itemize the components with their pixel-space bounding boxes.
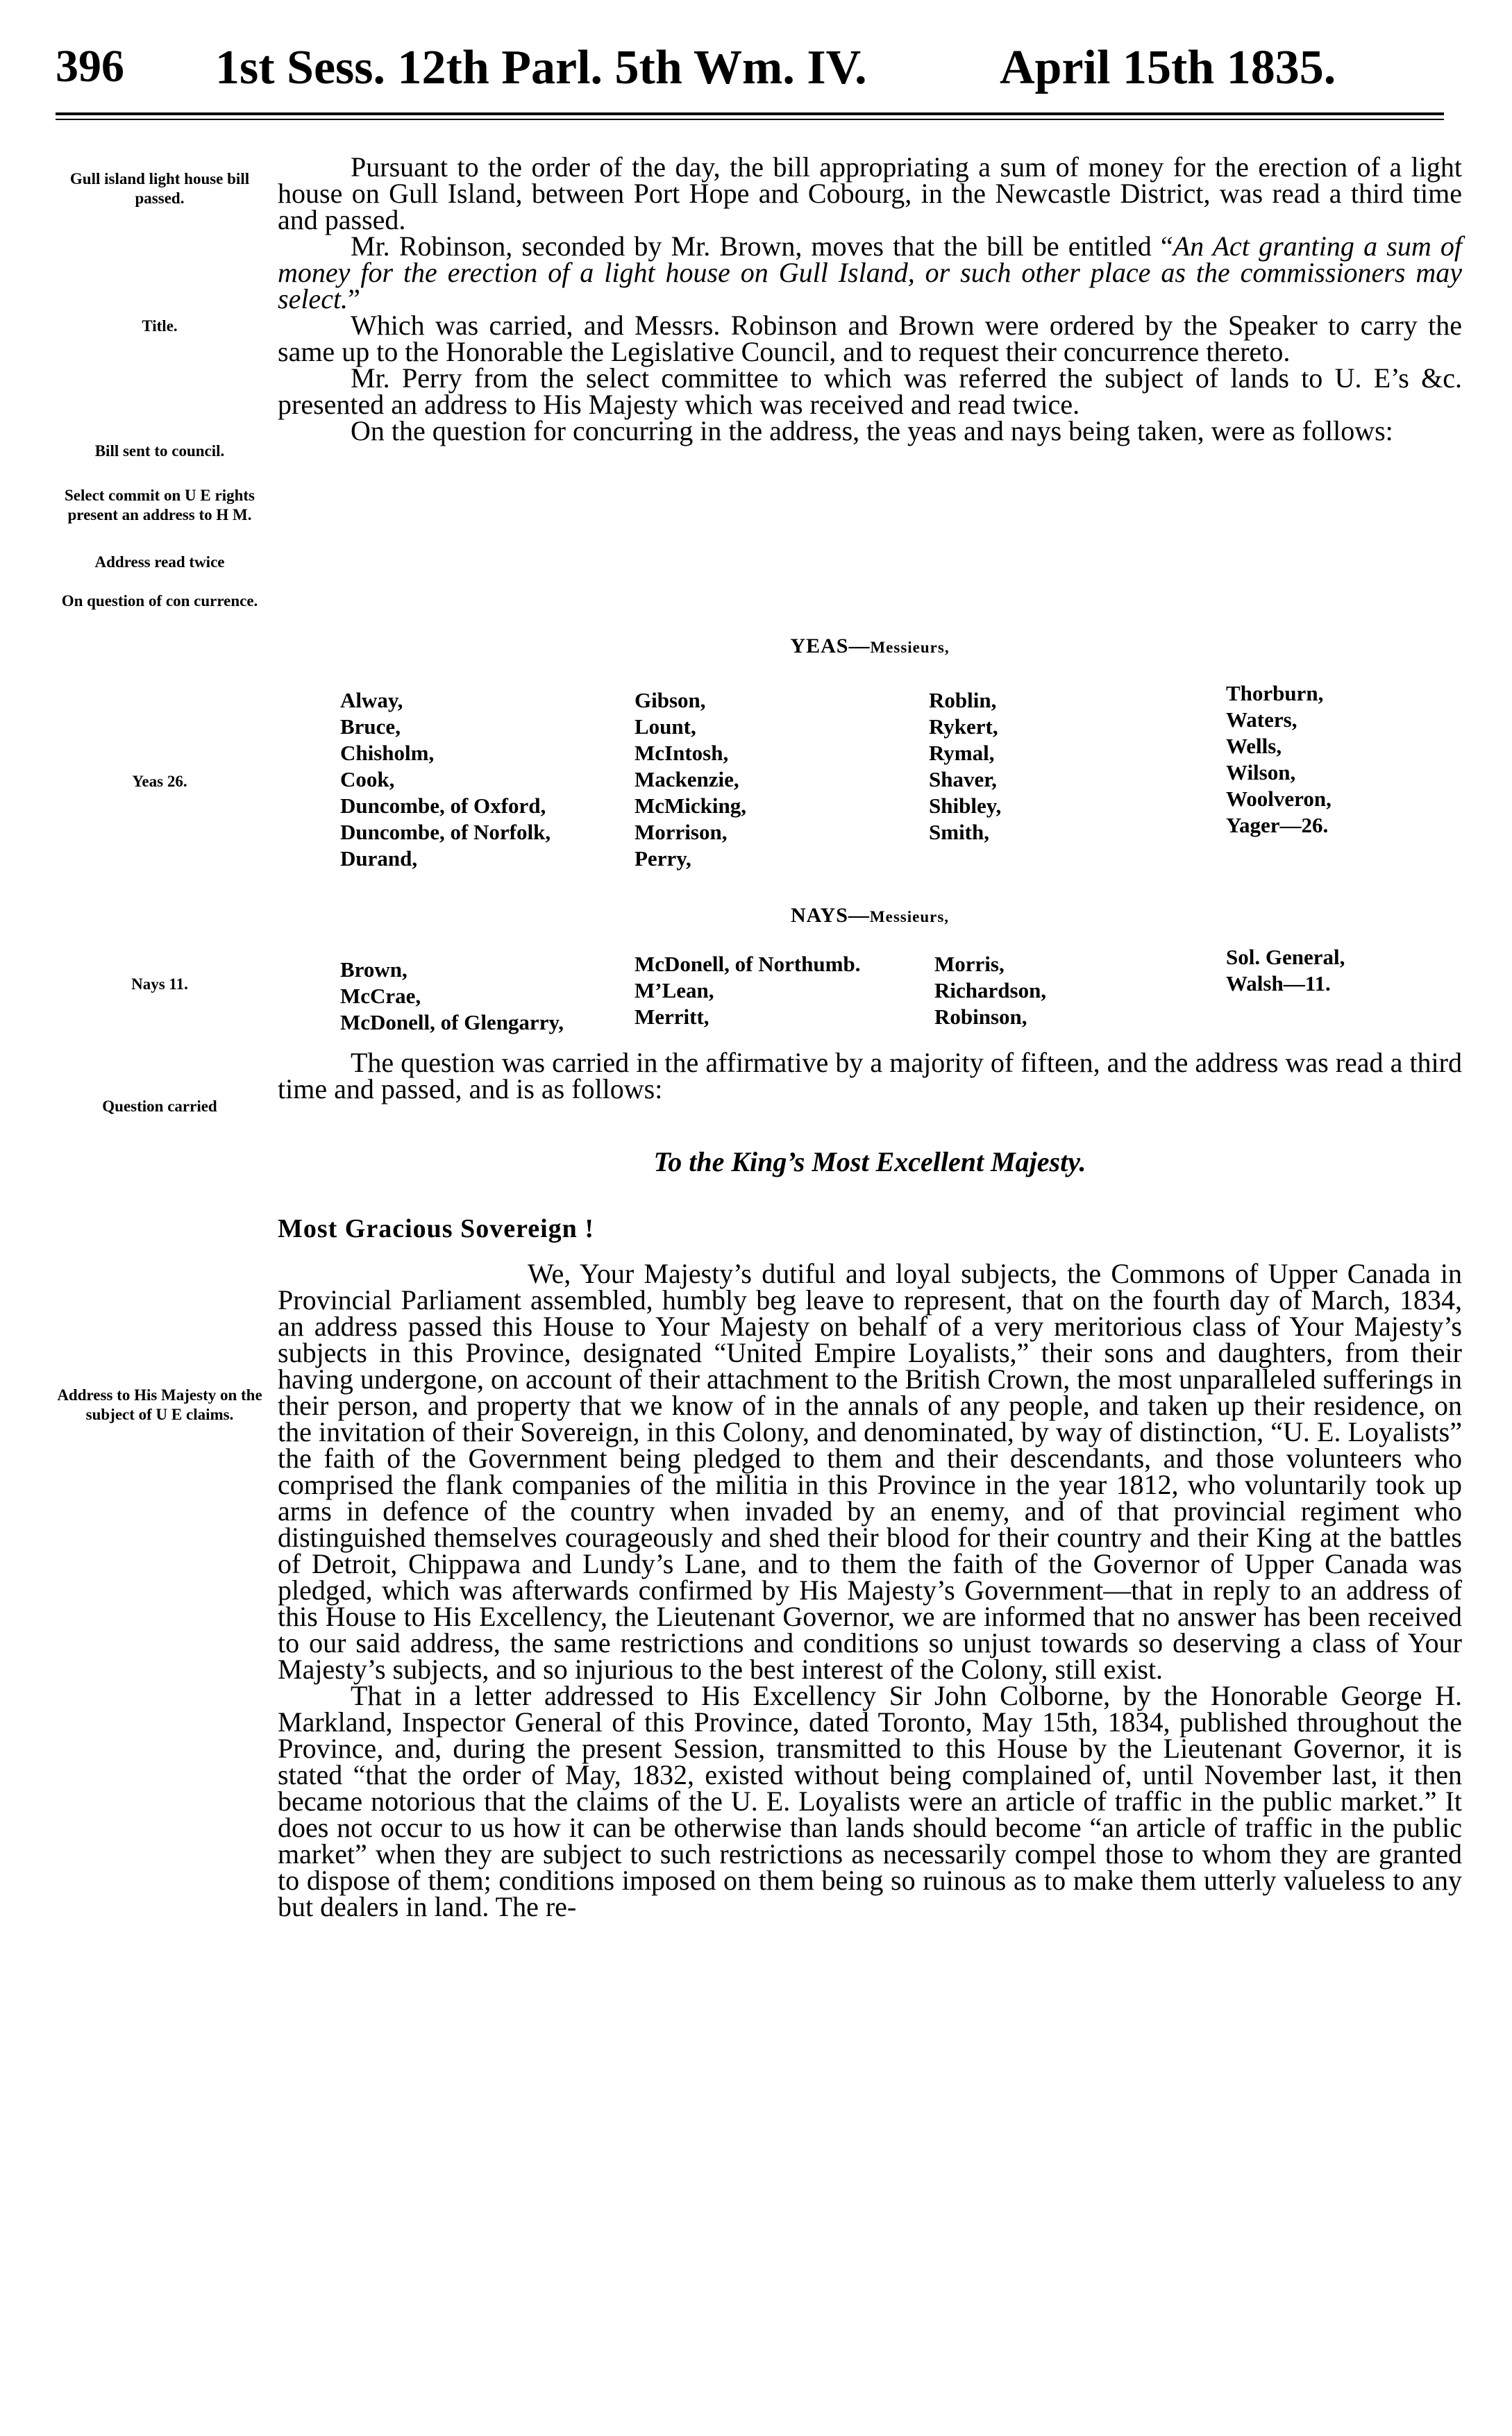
nays-label: NAYS—: [790, 904, 870, 927]
member-name: Cook,: [340, 767, 395, 791]
member-name: M’Lean,: [635, 978, 714, 1002]
nays-column-3: [934, 951, 1046, 1030]
member-name: Morrison,: [635, 820, 728, 844]
margin-note: Nays 11.: [131, 975, 188, 993]
yeas-column-3: [929, 687, 1001, 846]
member-name: McDonell, of Northumb.: [635, 952, 861, 976]
running-header: [56, 40, 1458, 110]
member-name: Roblin,: [929, 688, 997, 712]
member-name: Richardson,: [934, 978, 1047, 1002]
member-name: Shaver,: [929, 767, 997, 791]
header-date: April 15th 1835.: [1000, 41, 1336, 94]
paragraph: Mr. Perry from the select committee to which was referred the subject of lands to U. E’s &c. presented an address to His Majesty which was received and read twice.: [278, 362, 1462, 420]
member-name: Mackenzie,: [635, 767, 739, 791]
member-name: Perry,: [635, 846, 691, 871]
member-name: Brown,: [340, 957, 408, 982]
member-name: Waters,: [1226, 707, 1297, 732]
member-name: Smith,: [929, 820, 989, 844]
margin-note: Title.: [142, 317, 178, 335]
member-name: Chisholm,: [340, 741, 435, 765]
page-number: 396: [56, 41, 124, 92]
member-name: Sol. General,: [1226, 945, 1345, 969]
margin-note: Address to His Majesty on the subject of U E claims.: [57, 1386, 262, 1423]
nays-label-small: Messieurs,: [869, 908, 950, 925]
margin-note: Address read twice: [94, 553, 225, 571]
margin-note: Yeas 26.: [132, 773, 187, 790]
header-rule-thick: [56, 112, 1444, 115]
margin-note: Gull island light house bill passed.: [69, 170, 250, 207]
member-name: McDonell, of Glengarry,: [340, 1010, 564, 1034]
member-name: Rymal,: [929, 741, 995, 765]
paragraph-text: ”: [348, 283, 360, 314]
margin-note: Select commit on U E rights present an address to H M.: [64, 487, 255, 523]
member-name: Gibson,: [635, 688, 706, 712]
paragraph: [278, 230, 1462, 314]
member-name: Morris,: [934, 952, 1005, 976]
yeas-label-small: Messieurs,: [870, 639, 950, 656]
member-name: Rykert,: [929, 714, 998, 739]
nays-column-2: [635, 951, 860, 1030]
bill-title: An Act granting a sum of money for the erection of a light house on Gull Island, or such other place as the commissioners may select.: [278, 230, 1462, 314]
paragraph: We, Your Majesty’s dutiful and loyal subjects, the Commons of Upper Canada in Provincial Parliament assembled, humbly beg leave to represent, that on the fourth day of March, 1834, an address passed this House to Your Majesty on behalf of a very meritorious class of Your Majesty’s subjects in this Province, designated “United Empire Loyalists,” their sons and daughters, from their having undergone, on account of their attachment to the British Crown, the most unparalleled sufferings in their person, and property that we know of in the annals of any people, and taken up their residence, on the invitation of their Sovereign, in this Colony, and denominated, by way of distinction, “U. E. Loyalists” the faith of the Government being pledged to them and their descendants, and those volunteers who comprised the flank companies of the militia in this Province in the year 1812, who voluntarily took up arms in defence of the country when invaded by an enemy, and of that provincial regiment who distinguished themselves courageously and shed their blood for their country and their King at the battles of Detroit, Chippawa and Lundy’s Lane, and to them the faith of the Governor of Upper Canada was pledged, which was afterwards confirmed by His Majesty’s Government—that in reply to an address of this House to His Excellency, the Lieutenant Governor, we are informed that no answer has been received to our said address, the same restrictions and conditions so unjust towards so deserving a class of Your Majesty’s subjects, and so injurious to the best interest of the Colony, still exist.: [278, 1258, 1462, 1685]
member-name: Thorburn,: [1226, 681, 1324, 705]
address-title: To the King’s Most Excellent Majesty.: [653, 1146, 1086, 1177]
member-name: Wells,: [1226, 734, 1282, 758]
member-name: Bruce,: [340, 714, 401, 739]
address-text: [278, 1258, 1462, 1922]
margin-note: Bill sent to council.: [94, 442, 225, 460]
member-name: McMicking,: [635, 793, 746, 818]
member-name: Robinson,: [934, 1005, 1027, 1029]
yeas-column-4: [1226, 680, 1332, 839]
yeas-heading: [278, 635, 1462, 658]
header-rule-thin: [56, 119, 1444, 120]
yeas-column-2: [635, 687, 746, 872]
member-name: Woolveron,: [1226, 787, 1332, 811]
paragraph: Pursuant to the order of the day, the bill appropriating a sum of money for the erection of a light house on Gull Island, between Port Hope and Cobourg, in the Newcastle District, was read a third time and passed.: [278, 151, 1462, 235]
member-name: Lount,: [635, 714, 696, 739]
paragraph-text: Mr. Robinson, seconded by Mr. Brown, moves that the bill be entitled “: [351, 230, 1173, 262]
member-name: Merritt,: [635, 1005, 709, 1029]
member-name: Duncombe, of Oxford,: [340, 793, 546, 818]
paragraph: The question was carried in the affirmative by a majority of fifteen, and the address was read a third time and passed, and is as follows:: [278, 1047, 1462, 1104]
member-name: Durand,: [340, 846, 418, 871]
member-name: Yager—26.: [1226, 813, 1329, 837]
proceedings-text: [278, 151, 1462, 446]
member-name: Duncombe, of Norfolk,: [340, 820, 551, 844]
paragraph: Which was carried, and Messrs. Robinson and Brown were ordered by the Speaker to carry the same up to the Honorable the Legislative Council, and to request their concurrence thereto.: [278, 310, 1462, 367]
nays-column-4: [1226, 944, 1345, 997]
salutation: Most Gracious Sovereign !: [278, 1214, 594, 1243]
yeas-label: YEAS—: [790, 635, 871, 657]
member-name: McIntosh,: [635, 741, 729, 765]
nays-column-1: [340, 957, 564, 1036]
member-name: Wilson,: [1226, 760, 1296, 784]
member-name: McCrae,: [340, 984, 421, 1008]
member-name: Alway,: [340, 688, 403, 712]
member-name: Shibley,: [929, 793, 1002, 818]
question-carried-text: [278, 1047, 1462, 1104]
margin-note: On question of con currence.: [61, 592, 258, 610]
nays-heading: [278, 904, 1462, 927]
paragraph: On the question for concurring in the address, the yeas and nays being taken, were as follows:: [351, 415, 1393, 446]
paragraph: That in a letter addressed to His Excellency Sir John Colborne, by the Honorable George H. Markland, Inspector General of this Province, dated Toronto, May 15th, 1834, published throughout the Province, and, during the present Session, transmitted to this House by the Lieutenant Governor, it is stated “that the order of May, 1832, existed without being complained of, until November last, it then became notorious that the claims of the U. E. Loyalists were an article of traffic in the public market.” It does not occur to us how it can be otherwise than lands should become “an article of traffic in the public market” when they are subject to such restrictions as necessarily compel those to whom they are granted to dispose of them; conditions imposed on them being so ruinous as to make them utterly valueless to any but dealers in land. The re-: [278, 1680, 1462, 1922]
member-name: Walsh—11.: [1226, 971, 1331, 996]
session-title: 1st Sess. 12th Parl. 5th Wm. IV.: [215, 41, 867, 94]
yeas-column-1: [340, 687, 551, 872]
margin-note: Question carried: [102, 1098, 217, 1115]
